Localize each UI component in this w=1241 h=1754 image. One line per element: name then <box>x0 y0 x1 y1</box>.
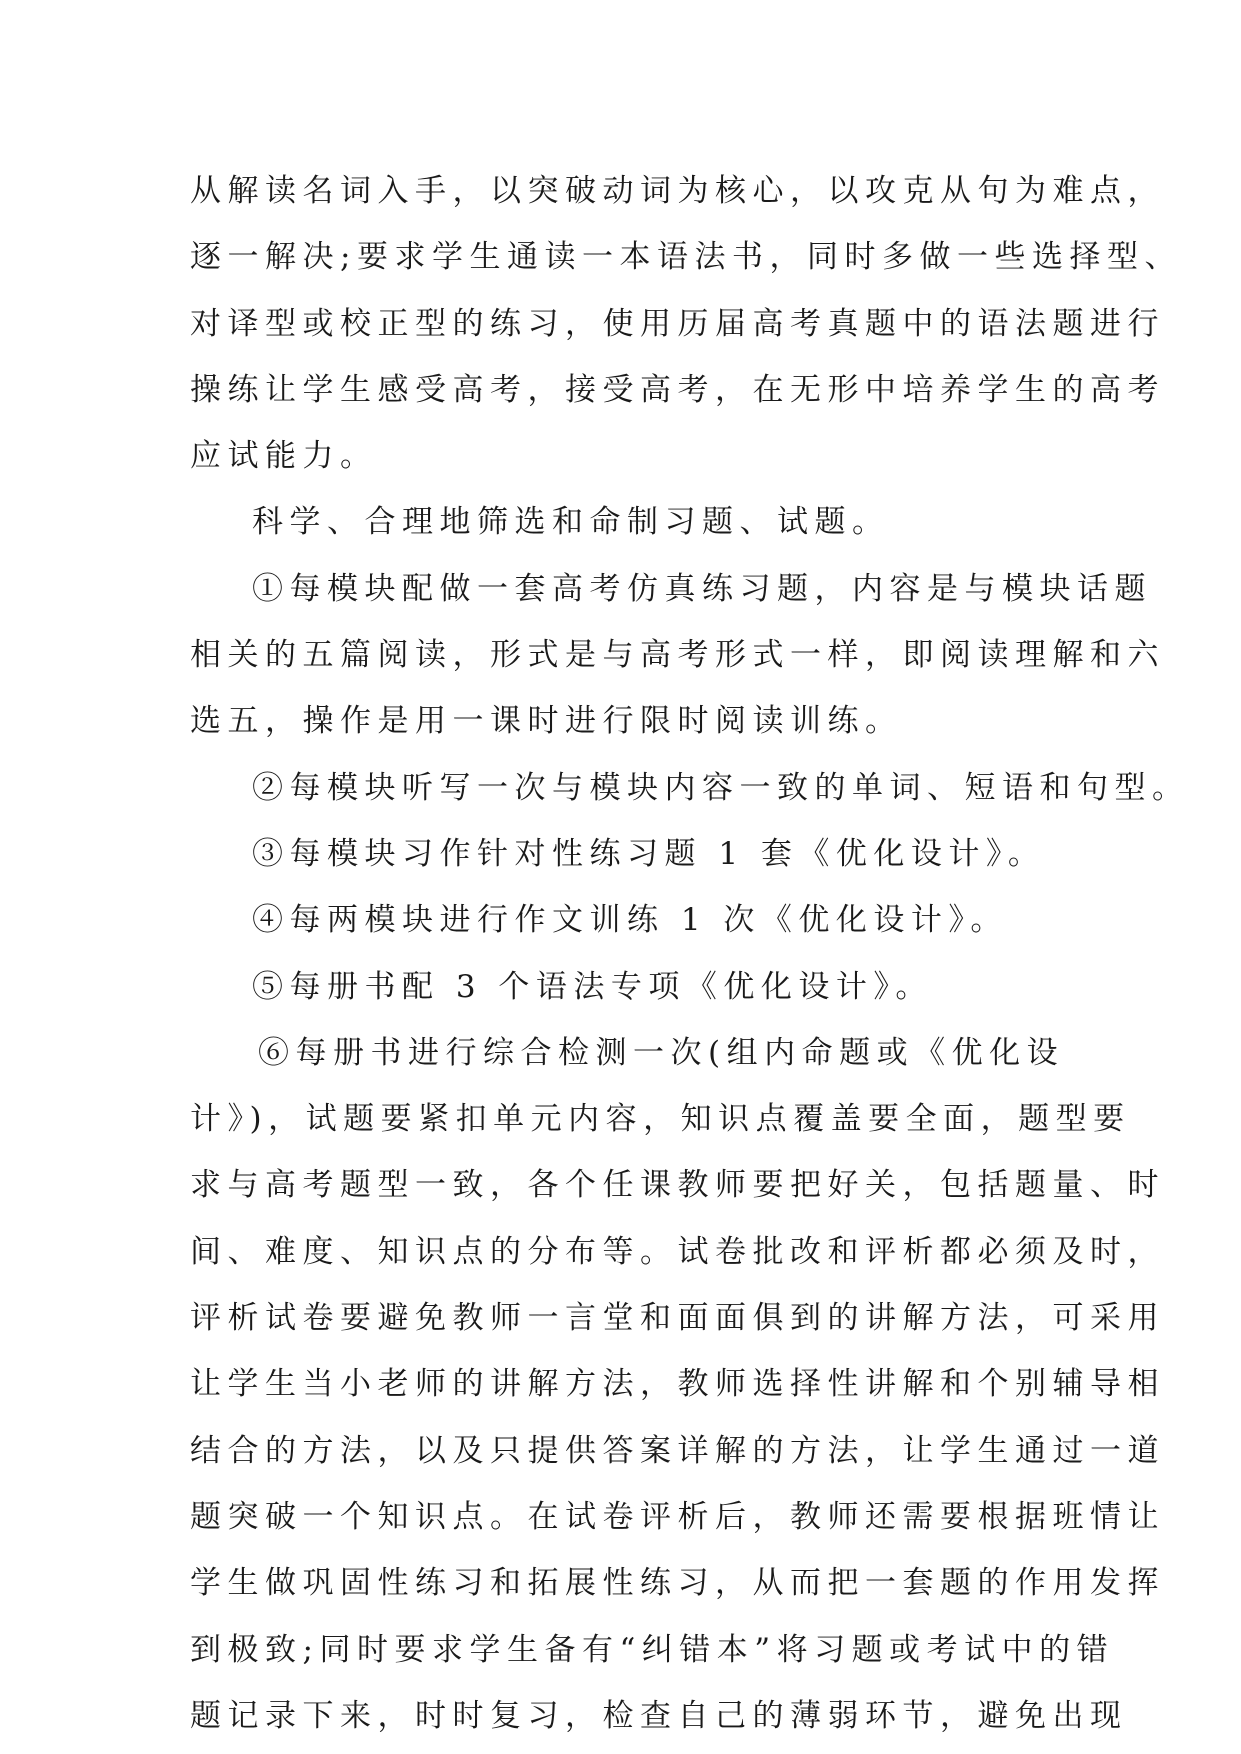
text-line-8: 相关的五篇阅读，形式是与高考形式一样，即阅读理解和六 <box>190 637 1165 674</box>
text-line-16: 求与高考题型一致，各个任课教师要把好关，包括题量、时 <box>190 1167 1165 1204</box>
section-heading: 科学、合理地筛选和命制习题、试题。 <box>252 504 890 541</box>
text-line-2: 逐一解决;要求学生通读一本语法书，同时多做一些选择型、 <box>190 239 1182 276</box>
document-body <box>190 158 1190 1749</box>
list-item-5: ⑤每册书配 3 个语法专项《优化设计》。 <box>252 968 933 1005</box>
text-line-3: 对译型或校正型的练习，使用历届高考真题中的语法题进行 <box>190 305 1165 342</box>
text-line-1: 从解读名词入手，以突破动词为核心，以攻克从句为难点， <box>190 173 1165 209</box>
list-item-4: ④每两模块进行作文训练 1 次《优化设计》。 <box>252 902 1008 939</box>
text-line-20: 结合的方法，以及只提供答案详解的方法，让学生通过一道 <box>190 1432 1165 1469</box>
text-line-19: 让学生当小老师的讲解方法，教师选择性讲解和个别辅导相 <box>190 1366 1165 1403</box>
text-line-5: 应试能力。 <box>190 438 378 475</box>
text-line-22: 学生做巩固性练习和拓展性练习，从而把一套题的作用发挥 <box>190 1565 1165 1602</box>
text-line-21: 题突破一个知识点。在试卷评析后，教师还需要根据班情让 <box>190 1498 1165 1535</box>
text-line-4: 操练让学生感受高考，接受高考，在无形中培养学生的高考 <box>190 371 1165 408</box>
list-item-3: ③每模块习作针对性练习题 1 套《优化设计》。 <box>252 835 1046 872</box>
text-line-15: 计》)，试题要紧扣单元内容，知识点覆盖要全面，题型要 <box>190 1101 1131 1138</box>
text-line-17: 间、难度、知识点的分布等。试卷批改和评析都必须及时， <box>190 1233 1165 1270</box>
list-item-1: ①每模块配做一套高考仿真练习题，内容是与模块话题 <box>252 570 1152 607</box>
text-line-24: 题记录下来，时时复习，检查自己的薄弱环节，避免出现 <box>190 1697 1128 1734</box>
list-item-6: ⑥每册书进行综合检测一次(组内命题或《优化设 <box>258 1034 1065 1071</box>
text-line-23: 到极致;同时要求学生备有“纠错本”将习题或考试中的错 <box>190 1631 1115 1668</box>
text-line-9: 选五，操作是用一课时进行限时阅读训练。 <box>190 703 903 740</box>
list-item-2: ②每模块听写一次与模块内容一致的单词、短语和句型。 <box>252 769 1190 806</box>
text-line-18: 评析试卷要避免教师一言堂和面面俱到的讲解方法，可采用 <box>190 1300 1165 1337</box>
